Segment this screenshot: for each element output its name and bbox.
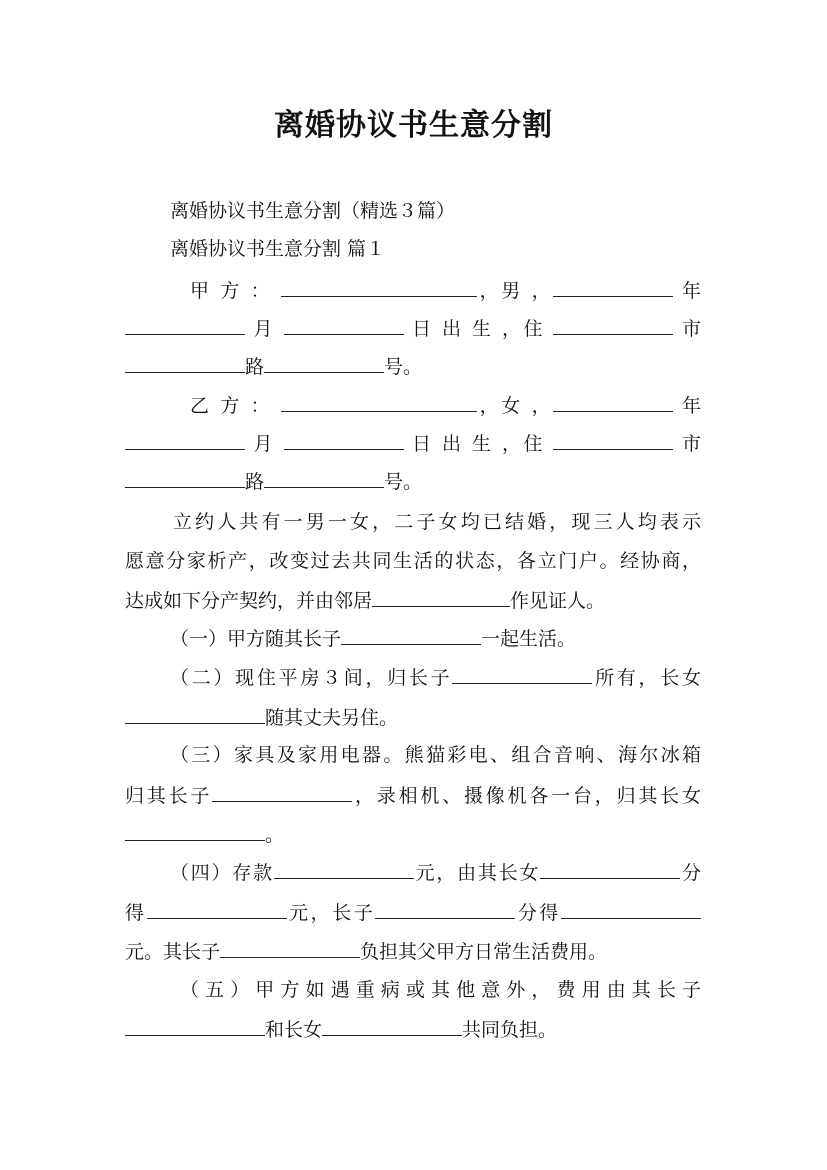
witness-text: 达成如下分产契约，并由邻居 bbox=[125, 590, 373, 612]
party-a-year-label: 年 bbox=[681, 280, 701, 302]
party-b-road-blank bbox=[264, 467, 384, 488]
party-a-line-3 bbox=[125, 352, 701, 381]
item-2-line-1 bbox=[170, 663, 701, 692]
item-5-line-2 bbox=[125, 1015, 701, 1044]
paragraph-line-2: 愿意分家析产，改变过去共同生活的状态，各立门户。经协商， bbox=[125, 550, 701, 572]
party-a-city-blank bbox=[125, 352, 245, 373]
item-3-middle: ，录相机、摄像机各一台，归其长女 bbox=[352, 785, 701, 807]
party-b-year-blank bbox=[553, 391, 673, 412]
item-3-line-2 bbox=[125, 781, 701, 810]
item-5-line-1: （五）甲方如遇重病或其他意外，费用由其长子 bbox=[180, 979, 701, 1001]
item-4-text: （四）存款 bbox=[170, 862, 274, 884]
party-a-month-label: 月 bbox=[253, 318, 275, 340]
party-a-born-label: 日 出 生 ，住 bbox=[412, 318, 545, 340]
item-3-line-3 bbox=[125, 820, 701, 849]
item-4-blank-1 bbox=[274, 858, 414, 879]
item-4-middle-5: 分得 bbox=[515, 902, 561, 924]
party-a-line-1 bbox=[190, 276, 701, 305]
party-b-city-label: 市 bbox=[681, 433, 701, 455]
item-2-middle: 所有，长女 bbox=[592, 667, 701, 689]
party-b-year-label: 年 bbox=[681, 395, 701, 417]
party-a-year-blank bbox=[553, 276, 673, 297]
item-2-suffix: 随其丈夫另住。 bbox=[265, 707, 399, 729]
item-2-blank-2 bbox=[125, 703, 265, 724]
party-a-city-label: 市 bbox=[681, 318, 701, 340]
item-3-blank-2 bbox=[125, 820, 265, 841]
item-2-line-2 bbox=[125, 703, 701, 732]
item-4-middle-2: 分 bbox=[680, 862, 701, 884]
party-a-number-label: 号。 bbox=[384, 356, 423, 378]
item-5-blank-2 bbox=[322, 1015, 462, 1036]
item-4-line-2 bbox=[125, 898, 701, 927]
party-b-born-label: 日 出 生 ，住 bbox=[412, 433, 545, 455]
party-a-line-2 bbox=[125, 314, 701, 343]
section-heading: 离婚协议书生意分割 篇１ bbox=[170, 238, 386, 260]
item-4-blank-4 bbox=[375, 898, 515, 919]
item-1-blank bbox=[341, 624, 481, 645]
document-title: 离婚协议书生意分割 bbox=[274, 108, 553, 143]
party-a-road-blank bbox=[264, 352, 384, 373]
party-b-day-blank bbox=[284, 429, 404, 450]
item-3-line-1: （三）家具及家用电器。熊猫彩电、组合音响、海尔冰箱 bbox=[170, 744, 701, 766]
item-4-middle-1: 元，由其长女 bbox=[413, 862, 541, 884]
item-4-blank-5 bbox=[561, 898, 701, 919]
witness-suffix: 作见证人。 bbox=[510, 590, 606, 612]
party-a-day-blank bbox=[284, 314, 404, 335]
party-a-label: 甲 方 ： bbox=[190, 280, 273, 302]
item-2-text: （二）现住平房３间，归长子 bbox=[170, 667, 453, 689]
item-4-blank-6 bbox=[220, 937, 360, 958]
item-5-blank-1 bbox=[125, 1015, 265, 1036]
item-3-blank-1 bbox=[212, 781, 352, 802]
item-1-text: （一）甲方随其长子 bbox=[170, 628, 342, 650]
item-5-suffix: 共同负担。 bbox=[462, 1019, 558, 1041]
party-b-month-blank bbox=[125, 429, 245, 450]
party-a-name-blank bbox=[281, 276, 477, 297]
item-4-middle-4: 元，长子 bbox=[286, 902, 376, 924]
item-3-suffix: 。 bbox=[265, 824, 285, 846]
item-2-blank-1 bbox=[452, 663, 592, 684]
item-5-middle: 和长女 bbox=[265, 1019, 323, 1041]
item-1-suffix: 一起生活。 bbox=[481, 628, 577, 650]
party-a-gender: ，男 ， bbox=[477, 280, 554, 302]
item-4-middle-6: 元。其长子 bbox=[125, 941, 221, 963]
party-b-label: 乙 方 ： bbox=[190, 395, 273, 417]
party-a-road-label: 路 bbox=[245, 356, 265, 378]
party-b-address-blank bbox=[553, 429, 673, 450]
paragraph-line-1: 立约人共有一男一女，二子女均已结婚，现三人均表示 bbox=[173, 511, 701, 533]
party-a-month-blank bbox=[125, 314, 245, 335]
paragraph-line-3 bbox=[125, 586, 701, 615]
party-b-month-label: 月 bbox=[253, 433, 275, 455]
party-b-road-label: 路 bbox=[245, 471, 265, 493]
party-a-address-blank bbox=[553, 314, 673, 335]
item-4-suffix: 负担其父甲方日常生活费用。 bbox=[360, 941, 608, 963]
item-3-text: 归其长子 bbox=[125, 785, 213, 807]
party-b-gender: ，女 ， bbox=[477, 395, 554, 417]
item-4-line-1 bbox=[170, 858, 701, 887]
subtitle: 离婚协议书生意分割（精选３篇） bbox=[170, 200, 456, 222]
item-4-line-3 bbox=[125, 937, 701, 966]
party-b-line-3 bbox=[125, 467, 701, 496]
party-b-line-2 bbox=[125, 429, 701, 458]
item-4-blank-3 bbox=[147, 898, 287, 919]
item-1 bbox=[170, 624, 576, 653]
party-b-city-blank bbox=[125, 467, 245, 488]
witness-blank bbox=[372, 586, 510, 607]
party-b-number-label: 号。 bbox=[384, 471, 423, 493]
party-b-name-blank bbox=[281, 391, 477, 412]
party-b-line-1 bbox=[190, 391, 701, 420]
item-4-blank-2 bbox=[540, 858, 680, 879]
item-4-middle-3: 得 bbox=[125, 902, 147, 924]
